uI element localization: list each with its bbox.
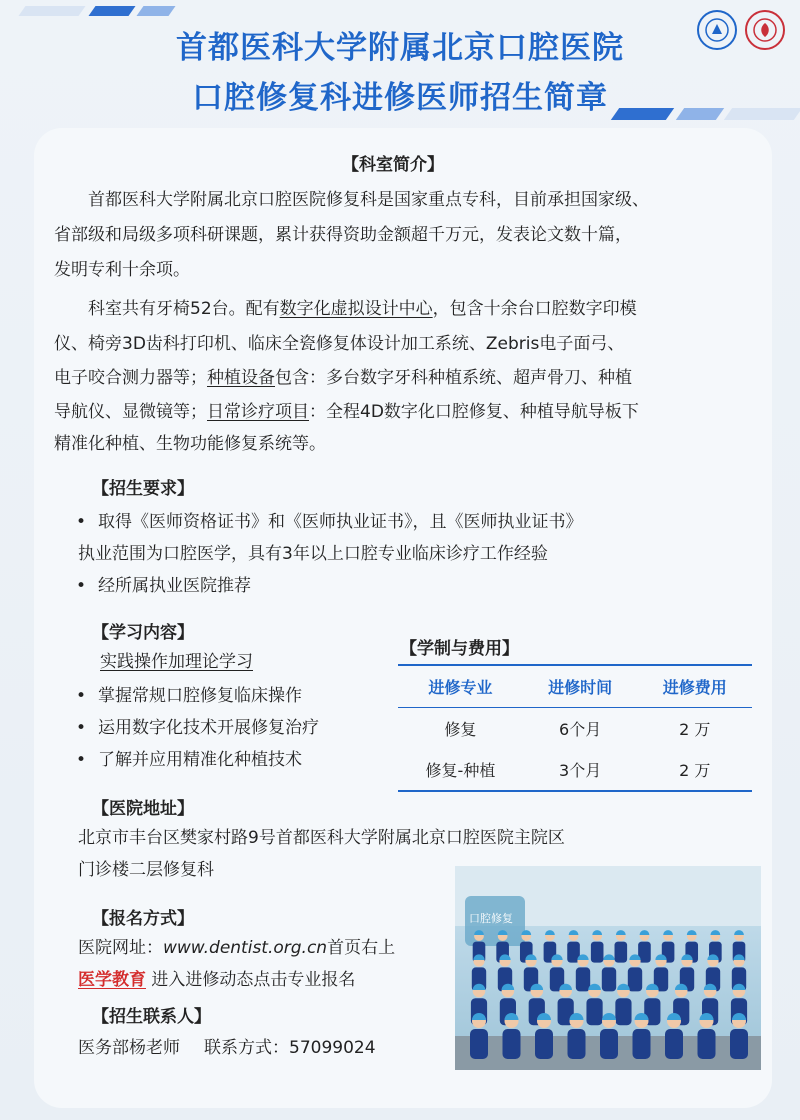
person-body [633, 1029, 651, 1059]
requirement-item-1-cont: 执业范围为口腔医学，具有3年以上口腔专业临床诊疗工作经验 [78, 544, 548, 564]
intro-p1-line1: 首都医科大学附属北京口腔医院修复科是国家重点专科，目前承担国家级、 [88, 190, 649, 210]
intro-p2-line3 [54, 366, 632, 390]
table-row [398, 749, 752, 791]
page-title-line2: 口腔修复科进修医师招生简章 [192, 80, 608, 116]
intro-p2-line1 [88, 297, 637, 321]
decor-stripe [88, 6, 135, 16]
address-heading: 【医院地址】 [92, 799, 194, 819]
table-cell: 2 万 [679, 761, 711, 780]
table-row [398, 708, 752, 750]
table-cell: 修复 [444, 720, 477, 739]
group-photo-icon [455, 866, 761, 1070]
person-cap [603, 954, 614, 960]
address-line2: 门诊楼二层修复科 [78, 860, 214, 880]
fees-heading: 【学制与费用】 [400, 639, 519, 659]
person-body [535, 1029, 553, 1059]
table-cell: 3个月 [559, 761, 602, 780]
table-cell: 修复-种植 [425, 761, 496, 780]
learning-item-3 [76, 748, 302, 772]
signup-text: 首页右上 [327, 938, 396, 958]
requirement-item-2 [76, 574, 251, 598]
intro-p1-line3: 发明专利十余项。 [54, 260, 190, 280]
person-body [698, 1029, 716, 1059]
person-cap [545, 930, 555, 935]
column-header: 进修时间 [548, 678, 613, 697]
daily-treatment-link: 日常诊疗项目 [207, 402, 309, 422]
learning-heading: 【学习内容】 [92, 623, 194, 643]
intro-p2-line4 [54, 400, 639, 424]
person-cap [663, 930, 673, 935]
address-line1: 北京市丰台区樊家村路9号首都医科大学附属北京口腔医院主院区 [78, 828, 565, 848]
person-cap [616, 930, 626, 935]
signup-text: 进入进修动态点击专业报名 [146, 970, 356, 990]
person-cap [569, 930, 579, 935]
person-body [503, 1029, 521, 1059]
intro-p2-text: 科室共有牙椅52台。配有 [88, 299, 280, 319]
person-body [730, 1029, 748, 1059]
requirements-heading: 【招生要求】 [92, 479, 194, 499]
contact-line [78, 1036, 376, 1060]
column-header: 进修专业 [428, 678, 493, 697]
signup-heading: 【报名方式】 [92, 909, 194, 929]
intro-p2-text: 导航仪、显微镜等； [54, 402, 207, 422]
photo-sign: 口腔修复 [469, 912, 513, 925]
intro-p2-line2: 仪、椅旁3D齿科打印机、临床全瓷修复体设计加工系统、Zebris电子面弓、 [54, 334, 625, 354]
table-header-row [398, 665, 752, 708]
person-body [628, 967, 642, 991]
dept-intro-heading: 【科室简介】 [342, 155, 444, 175]
intro-p2-text: 包含：多台数字牙科种植系统、超声骨刀、种植 [275, 368, 632, 388]
requirement-text: 经所属执业医院推荐 [98, 576, 251, 596]
website-url-link[interactable]: www.dentist.org.cn [163, 938, 328, 958]
person-body [576, 967, 590, 991]
learning-item-1 [76, 684, 302, 708]
person-cap [734, 930, 744, 935]
digital-design-center-link: 数字化虚拟设计中心 [279, 299, 433, 319]
medical-education-link[interactable]: 医学教育 [78, 970, 146, 990]
contact-heading: 【招生联系人】 [92, 1007, 211, 1027]
table-cell: 6个月 [559, 720, 602, 739]
contact-person: 医务部杨老师 [78, 1038, 180, 1058]
intro-p2-text: ：全程4D数字化口腔修复、种植导航导板下 [309, 402, 639, 422]
group-photo [455, 866, 761, 1070]
intro-p2-text: 电子咬合测力器等； [54, 368, 207, 388]
bullet-dot: • [76, 750, 87, 770]
signup-line2 [78, 968, 355, 992]
table-cell: 2 万 [679, 720, 711, 739]
learning-item-2 [76, 716, 319, 740]
person-body [591, 942, 604, 963]
person-body [615, 998, 631, 1025]
person-body [600, 1029, 618, 1059]
person-body [568, 1029, 586, 1059]
person-cap [687, 930, 697, 935]
intro-p1-line2: 省部级和局级多项科研课题，累计获得资助金额超千万元，发表论文数十篇， [54, 225, 632, 245]
person-body [586, 998, 602, 1025]
bullet-dot: • [76, 576, 87, 596]
person-body [615, 942, 628, 963]
learning-text: 运用数字化技术开展修复治疗 [98, 718, 319, 738]
person-body [602, 967, 616, 991]
person-cap [640, 930, 650, 935]
person-body [665, 1029, 683, 1059]
signup-line1 [78, 936, 395, 960]
learning-subtitle: 实践操作加理论学习 [100, 652, 253, 672]
page-title-line1: 首都医科大学附属北京口腔医院 [176, 30, 624, 66]
learning-text: 掌握常规口腔修复临床操作 [98, 686, 302, 706]
person-cap [602, 1013, 616, 1020]
phone-label: 联系方式： [204, 1038, 289, 1058]
intro-p2-text: ，包含十余台口腔数字印模 [432, 299, 637, 319]
bullet-dot: • [76, 718, 87, 738]
person-cap [592, 930, 602, 935]
implant-equipment-link: 种植设备 [207, 368, 275, 388]
person-cap [710, 930, 720, 935]
bullet-dot: • [76, 686, 87, 706]
requirement-text: 取得《医师资格证书》和《医师执业证书》，且《医师执业证书》 [98, 512, 583, 532]
fees-table [398, 664, 752, 792]
phone-number: 57099024 [289, 1038, 376, 1058]
person-body [470, 1029, 488, 1059]
intro-p2-line5: 精准化种植、生物功能修复系统等。 [54, 434, 326, 454]
learning-text: 了解并应用精准化种植技术 [98, 750, 302, 770]
bullet-dot: • [76, 512, 87, 532]
decor-stripe [136, 6, 175, 16]
column-header: 进修费用 [662, 678, 727, 697]
requirement-item-1 [76, 510, 583, 534]
website-label: 医院网址： [78, 938, 163, 958]
decor-stripe [18, 6, 85, 16]
